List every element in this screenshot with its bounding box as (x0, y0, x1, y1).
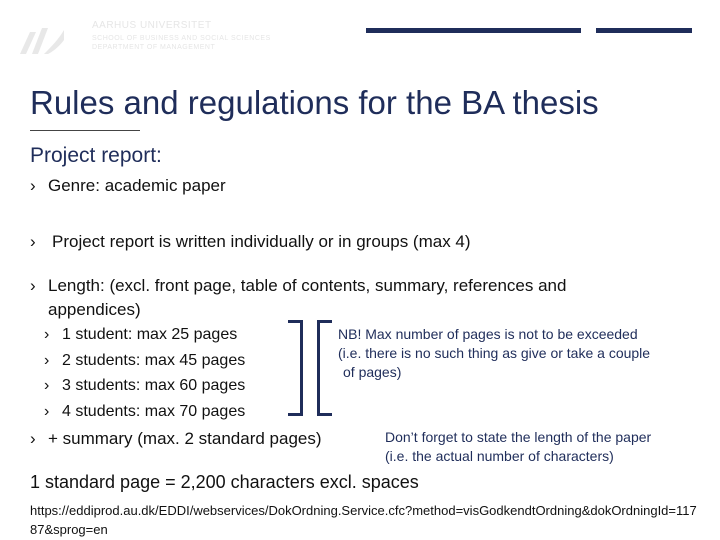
sub-bullet (44, 352, 245, 370)
institution-name (92, 20, 271, 52)
header-bar-long (366, 28, 581, 33)
institution-line: SCHOOL OF BUSINESS AND SOCIAL SCIENCES (92, 35, 271, 42)
bullet-marker: › (44, 352, 50, 369)
note-line: of pages) (343, 364, 402, 380)
note-length (385, 428, 651, 466)
institution-line: AARHUS UNIVERSITET (92, 20, 212, 31)
bullet-length (30, 276, 566, 296)
note-line: Don’t forget to state the length of the paper (385, 429, 652, 445)
section-heading: Project report: (30, 144, 162, 167)
standard-page-definition: 1 standard page = 2,200 characters excl. spaces (30, 472, 419, 492)
reference-link[interactable]: https://eddiprod.au.dk/EDDI/webservices/DokOrdning.Service.cfc?method=visGodkendtOrdning&dokOrdningId=11787&sprog=en (30, 503, 697, 537)
bullet-text: Length: (excl. front page, table of contents, summary, references and (48, 276, 567, 295)
bullet-marker: › (44, 403, 50, 420)
header-bar-short (596, 28, 692, 33)
university-logo (18, 22, 66, 58)
bullet-marker: › (30, 276, 36, 295)
bullet-marker: › (44, 326, 50, 343)
note-line: (i.e. the actual number of characters) (385, 448, 614, 464)
bullet-genre (30, 176, 226, 196)
bullet-text: Project report is written individually or in groups (max 4) (52, 232, 471, 251)
sub-bullet-text: 2 students: max 45 pages (62, 352, 246, 369)
note-line: NB! Max number of pages is not to be exceeded (338, 326, 638, 342)
bullet-text: Genre: academic paper (48, 176, 226, 195)
sub-bullet (44, 377, 245, 395)
right-bracket (288, 320, 303, 416)
bullet-groups (30, 232, 471, 252)
title-underline (30, 130, 140, 131)
bullet-marker: › (30, 176, 36, 195)
sub-bullet (44, 326, 237, 344)
page-title: Rules and regulations for the BA thesis (30, 84, 599, 121)
note-page-limit (338, 325, 650, 382)
institution-line: DEPARTMENT OF MANAGEMENT (92, 44, 216, 51)
bullet-length-continued: appendices) (48, 300, 141, 319)
sub-bullet (44, 403, 245, 421)
sub-bullet-text: 1 student: max 25 pages (62, 326, 238, 343)
note-line: (i.e. there is no such thing as give or take a couple (338, 345, 651, 361)
bullet-marker: › (30, 232, 36, 251)
sub-bullet-text: 4 students: max 70 pages (62, 403, 246, 420)
bullet-summary (30, 429, 322, 449)
left-bracket (317, 320, 332, 416)
bullet-marker: › (44, 377, 50, 394)
bullet-marker: › (30, 429, 36, 448)
bullet-text: + summary (max. 2 standard pages) (48, 429, 322, 448)
sub-bullet-text: 3 students: max 60 pages (62, 377, 246, 394)
